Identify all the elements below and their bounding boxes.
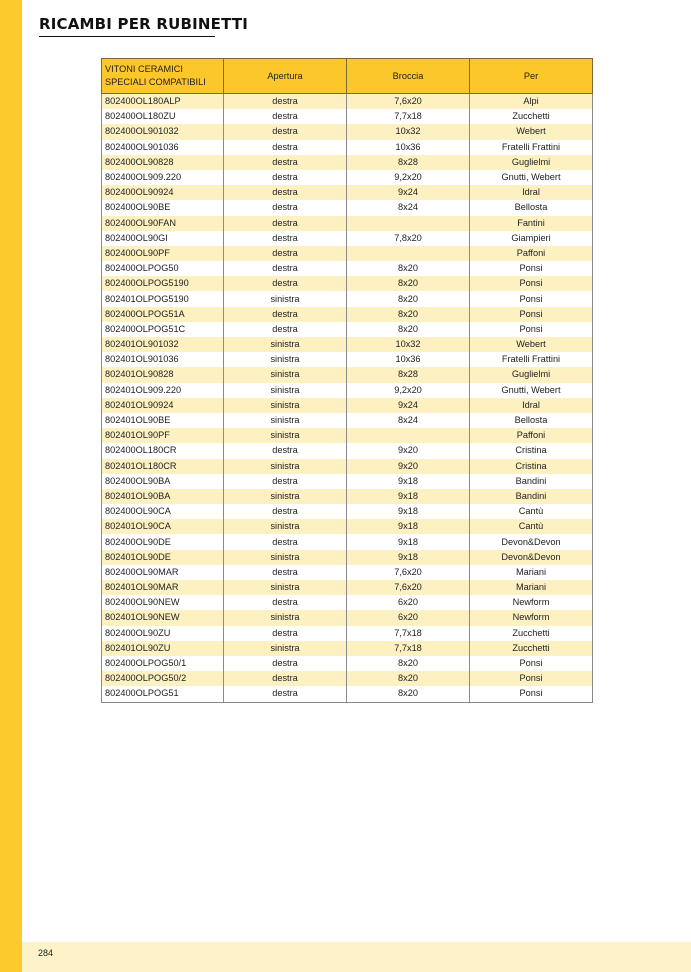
table-row (102, 428, 593, 443)
cell-per: Zucchetti (470, 626, 593, 641)
side-accent-bar (0, 0, 22, 972)
cell-code: 802400OL90MAR (102, 565, 224, 580)
cell-broccia: 10x32 (347, 124, 470, 139)
cell-apertura: destra (224, 109, 347, 124)
cell-per: Zucchetti (470, 109, 593, 124)
header-apertura: Apertura (224, 59, 347, 94)
cell-code: 802401OL90ZU (102, 641, 224, 656)
table-row (102, 261, 593, 276)
cell-broccia: 10x36 (347, 140, 470, 155)
cell-per: Bandini (470, 489, 593, 504)
cell-per: Fantini (470, 216, 593, 231)
cell-apertura: sinistra (224, 367, 347, 382)
cell-broccia: 9x24 (347, 185, 470, 200)
cell-apertura: sinistra (224, 610, 347, 625)
cell-per: Mariani (470, 580, 593, 595)
cell-broccia: 8x20 (347, 671, 470, 686)
cell-code: 802400OL90BA (102, 474, 224, 489)
cell-apertura: destra (224, 261, 347, 276)
cell-apertura: destra (224, 124, 347, 139)
cell-per: Cristina (470, 443, 593, 458)
cell-per: Fratelli Frattini (470, 140, 593, 155)
cell-per: Bandini (470, 474, 593, 489)
cell-per: Ponsi (470, 322, 593, 337)
table-row (102, 610, 593, 625)
cell-apertura: destra (224, 246, 347, 261)
table-row (102, 398, 593, 413)
cell-broccia: 9x18 (347, 519, 470, 534)
cell-per: Fratelli Frattini (470, 352, 593, 367)
cell-per: Idral (470, 398, 593, 413)
cell-code: 802400OLPOG50 (102, 261, 224, 276)
cell-code: 802400OL90PF (102, 246, 224, 261)
cell-broccia: 9x18 (347, 474, 470, 489)
table-row (102, 459, 593, 474)
cell-apertura: destra (224, 474, 347, 489)
cell-per: Cantù (470, 519, 593, 534)
cell-apertura: sinistra (224, 519, 347, 534)
cell-code: 802400OL901036 (102, 140, 224, 155)
cell-broccia: 8x28 (347, 155, 470, 170)
cell-apertura: destra (224, 94, 347, 110)
cell-apertura: destra (224, 140, 347, 155)
cell-apertura: sinistra (224, 352, 347, 367)
table-row (102, 140, 593, 155)
cell-apertura: sinistra (224, 459, 347, 474)
cell-per: Gnutti, Webert (470, 170, 593, 185)
cell-code: 802400OL90FAN (102, 216, 224, 231)
cell-apertura: sinistra (224, 641, 347, 656)
cell-apertura: destra (224, 504, 347, 519)
cell-broccia: 8x24 (347, 200, 470, 215)
cell-code: 802401OL180CR (102, 459, 224, 474)
cell-broccia: 8x28 (347, 367, 470, 382)
cell-code: 802400OLPOG51A (102, 307, 224, 322)
cell-apertura: destra (224, 565, 347, 580)
cell-code: 802400OL90CA (102, 504, 224, 519)
cell-broccia: 8x20 (347, 307, 470, 322)
cell-code: 802401OL901032 (102, 337, 224, 352)
table-row (102, 686, 593, 702)
cell-per: Zucchetti (470, 641, 593, 656)
cell-per: Alpi (470, 94, 593, 110)
cell-apertura: sinistra (224, 291, 347, 306)
cell-code: 802400OLPOG50/1 (102, 656, 224, 671)
cell-apertura: destra (224, 307, 347, 322)
cell-broccia (347, 216, 470, 231)
table-row (102, 109, 593, 124)
cell-broccia: 8x20 (347, 656, 470, 671)
cell-apertura: sinistra (224, 489, 347, 504)
table-row (102, 155, 593, 170)
cell-per: Cristina (470, 459, 593, 474)
cell-apertura: destra (224, 276, 347, 291)
table-row (102, 504, 593, 519)
table-row (102, 185, 593, 200)
cell-apertura: sinistra (224, 337, 347, 352)
cell-broccia: 7,8x20 (347, 231, 470, 246)
cell-broccia: 8x20 (347, 686, 470, 702)
cell-broccia: 9x20 (347, 459, 470, 474)
cell-per: Mariani (470, 565, 593, 580)
cell-broccia: 7,7x18 (347, 109, 470, 124)
cell-code: 802401OL90NEW (102, 610, 224, 625)
cell-code: 802400OL90924 (102, 185, 224, 200)
cell-apertura: sinistra (224, 428, 347, 443)
cell-per: Webert (470, 337, 593, 352)
cell-apertura: destra (224, 656, 347, 671)
cell-code: 802400OL90BE (102, 200, 224, 215)
page-title: RICAMBI PER RUBINETTI (39, 15, 249, 33)
table-row (102, 216, 593, 231)
cell-broccia: 9,2x20 (347, 383, 470, 398)
cell-apertura: destra (224, 686, 347, 702)
page-number: 284 (38, 948, 54, 958)
cell-code: 802400OL180ZU (102, 109, 224, 124)
cell-per: Ponsi (470, 656, 593, 671)
cell-broccia: 9,2x20 (347, 170, 470, 185)
cell-apertura: destra (224, 231, 347, 246)
cell-broccia: 9x18 (347, 489, 470, 504)
table-row (102, 656, 593, 671)
cell-per: Newform (470, 595, 593, 610)
cell-per: Guglielmi (470, 367, 593, 382)
cell-per: Idral (470, 185, 593, 200)
cell-per: Newform (470, 610, 593, 625)
cell-broccia: 7,7x18 (347, 641, 470, 656)
table-row (102, 489, 593, 504)
cell-per: Cantù (470, 504, 593, 519)
cell-code: 802401OL909.220 (102, 383, 224, 398)
cell-code: 802401OL90BA (102, 489, 224, 504)
table-row (102, 626, 593, 641)
cell-broccia: 8x24 (347, 413, 470, 428)
cell-broccia (347, 428, 470, 443)
cell-per: Gnutti, Webert (470, 383, 593, 398)
table-row (102, 322, 593, 337)
cell-code: 802400OL909.220 (102, 170, 224, 185)
cell-broccia: 8x20 (347, 261, 470, 276)
cell-code: 802401OL901036 (102, 352, 224, 367)
cell-code: 802400OL90DE (102, 534, 224, 549)
footer-band (22, 942, 691, 972)
cell-code: 802401OL90PF (102, 428, 224, 443)
cell-code: 802400OL90NEW (102, 595, 224, 610)
cell-apertura: sinistra (224, 398, 347, 413)
cell-per: Ponsi (470, 307, 593, 322)
header-broccia: Broccia (347, 59, 470, 94)
cell-per: Ponsi (470, 671, 593, 686)
table-row (102, 474, 593, 489)
cell-apertura: sinistra (224, 580, 347, 595)
cell-code: 802401OL90828 (102, 367, 224, 382)
table-row (102, 383, 593, 398)
table-row (102, 443, 593, 458)
cell-apertura: destra (224, 443, 347, 458)
cell-apertura: destra (224, 626, 347, 641)
table-row (102, 367, 593, 382)
cell-per: Devon&Devon (470, 550, 593, 565)
cell-per: Webert (470, 124, 593, 139)
cell-broccia: 9x18 (347, 534, 470, 549)
cell-apertura: destra (224, 322, 347, 337)
table-row (102, 519, 593, 534)
title-underline (39, 36, 215, 37)
table-row (102, 595, 593, 610)
cell-broccia: 7,7x18 (347, 626, 470, 641)
header-code: VITONI CERAMICI SPECIALI COMPATIBILI (102, 59, 224, 94)
cell-per: Ponsi (470, 291, 593, 306)
cell-code: 802400OL180CR (102, 443, 224, 458)
cell-code: 802400OL901032 (102, 124, 224, 139)
cell-apertura: destra (224, 216, 347, 231)
table-row (102, 94, 593, 110)
cell-code: 802400OLPOG5190 (102, 276, 224, 291)
cell-broccia (347, 246, 470, 261)
cell-apertura: destra (224, 170, 347, 185)
header-per: Per (470, 59, 593, 94)
table-row (102, 580, 593, 595)
cell-code: 802400OLPOG51 (102, 686, 224, 702)
cell-broccia: 9x18 (347, 550, 470, 565)
cell-apertura: destra (224, 595, 347, 610)
cell-broccia: 8x20 (347, 322, 470, 337)
cell-per: Paffoni (470, 246, 593, 261)
cell-per: Giampieri (470, 231, 593, 246)
cell-broccia: 6x20 (347, 610, 470, 625)
cell-broccia: 6x20 (347, 595, 470, 610)
table-header-row (102, 59, 593, 94)
table-row (102, 641, 593, 656)
cell-apertura: destra (224, 534, 347, 549)
table-body (102, 94, 593, 703)
cell-apertura: destra (224, 200, 347, 215)
cell-apertura: sinistra (224, 383, 347, 398)
cell-broccia: 10x36 (347, 352, 470, 367)
cell-apertura: sinistra (224, 413, 347, 428)
cell-code: 802400OL90ZU (102, 626, 224, 641)
cell-apertura: destra (224, 671, 347, 686)
cell-broccia: 9x24 (347, 398, 470, 413)
cell-broccia: 9x20 (347, 443, 470, 458)
table-row (102, 534, 593, 549)
table-row (102, 671, 593, 686)
cell-code: 802401OL90DE (102, 550, 224, 565)
cell-code: 802400OLPOG51C (102, 322, 224, 337)
cell-apertura: destra (224, 155, 347, 170)
cell-code: 802400OL180ALP (102, 94, 224, 110)
cell-broccia: 7,6x20 (347, 580, 470, 595)
table-row (102, 246, 593, 261)
cell-per: Ponsi (470, 276, 593, 291)
cell-per: Bellosta (470, 200, 593, 215)
cell-broccia: 10x32 (347, 337, 470, 352)
cell-code: 802401OL90924 (102, 398, 224, 413)
cell-broccia: 8x20 (347, 291, 470, 306)
cell-broccia: 9x18 (347, 504, 470, 519)
cell-broccia: 7,6x20 (347, 94, 470, 110)
table-row (102, 291, 593, 306)
cell-code: 802400OL90828 (102, 155, 224, 170)
table-row (102, 307, 593, 322)
cell-code: 802401OL90CA (102, 519, 224, 534)
cell-per: Ponsi (470, 261, 593, 276)
cell-per: Ponsi (470, 686, 593, 702)
cell-apertura: destra (224, 185, 347, 200)
table-row (102, 170, 593, 185)
table-row (102, 337, 593, 352)
cell-apertura: sinistra (224, 550, 347, 565)
table-row (102, 200, 593, 215)
cell-per: Paffoni (470, 428, 593, 443)
table-row (102, 276, 593, 291)
table-row (102, 565, 593, 580)
cell-per: Bellosta (470, 413, 593, 428)
cell-code: 802401OL90BE (102, 413, 224, 428)
table-row (102, 352, 593, 367)
cell-code: 802401OL90MAR (102, 580, 224, 595)
cell-code: 802400OLPOG50/2 (102, 671, 224, 686)
cell-broccia: 8x20 (347, 276, 470, 291)
table-row (102, 413, 593, 428)
table-row (102, 231, 593, 246)
table-row (102, 124, 593, 139)
cell-code: 802401OLPOG5190 (102, 291, 224, 306)
cell-per: Devon&Devon (470, 534, 593, 549)
cell-broccia: 7,6x20 (347, 565, 470, 580)
cell-code: 802400OL90GI (102, 231, 224, 246)
table-row (102, 550, 593, 565)
cell-per: Guglielmi (470, 155, 593, 170)
spare-parts-table (101, 58, 593, 703)
